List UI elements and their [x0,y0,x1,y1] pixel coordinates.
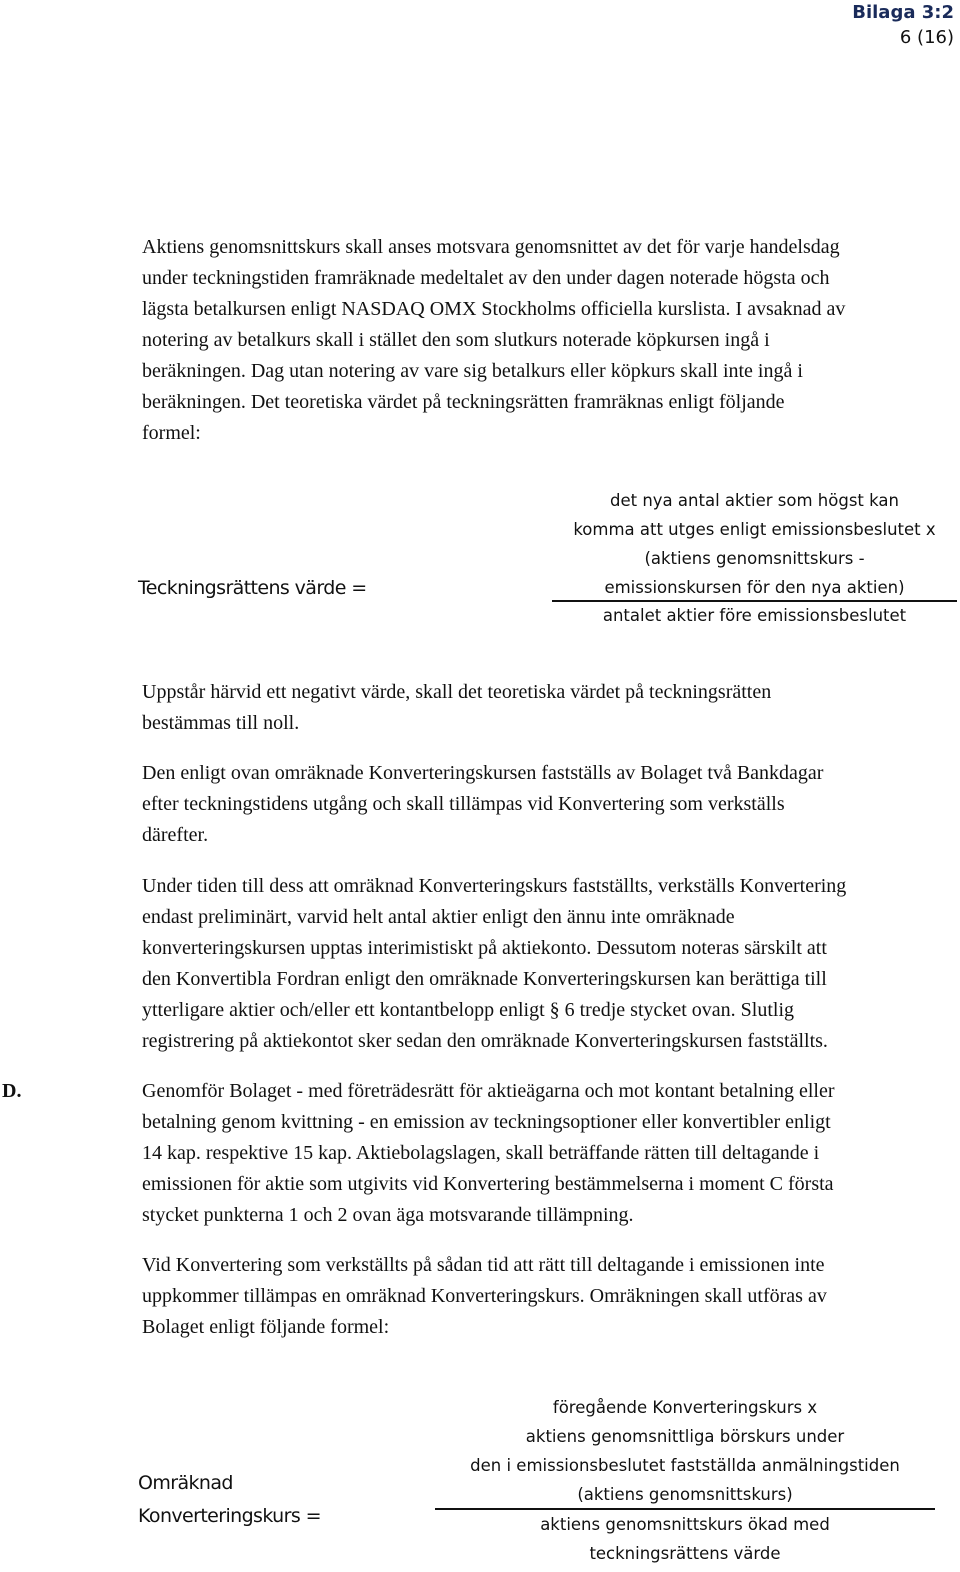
text-line: därefter. [142,824,209,846]
text-line: registrering på aktiekontot sker sedan den omräknade Konverteringskursen fastställts. [142,1030,828,1052]
text-line: den Konvertibla Fordran enligt den omräknade Konverteringskursen kan berättiga till [142,968,827,990]
text-line: 14 kap. respektive 15 kap. Aktiebolagslagen, skall beträffande rätten till deltagande i [142,1142,820,1164]
formula-recalculated-price-numerator [435,1393,935,1509]
formula-subscription-right-label: Teckningsrättens värde = [138,577,367,599]
text-line: konverteringskursen upptas interimistiskt på aktiekonto. Dessutom noteras särskilt att [142,937,827,959]
numerator-line: (aktiens genomsnittskurs) [577,1485,793,1504]
label-line: Konverteringskurs = [138,1505,321,1527]
formula-subscription-right-numerator [552,486,957,602]
formula-recalculated-price-denominator [435,1510,935,1568]
numerator-line: komma att utges enligt emissionsbeslutet x [573,520,936,539]
numerator-line: aktiens genomsnittliga börskurs under [525,1427,845,1446]
text-line: emissionen för aktie som utgivits vid Konvertering bestämmelserna i moment C första [142,1173,834,1195]
page-number: 6 (16) [899,27,954,48]
page-header [852,0,954,50]
text-line: uppkommer tillämpas en omräknad Konverteringskurs. Omräkningen skall utföras av [142,1285,827,1307]
denominator-line: teckningsrättens värde [589,1544,781,1563]
paragraph-negative-value [142,677,771,739]
text-line: efter teckningstidens utgång och skall tillämpas vid Konvertering som verkställs [142,793,785,815]
section-letter-d: D. [2,1080,22,1102]
denominator-line: antalet aktier före emissionsbeslutet [602,606,907,625]
numerator-line: emissionskursen för den nya aktien) [604,578,905,597]
numerator-line: den i emissionsbeslutet fastställda anmälningstiden [470,1456,900,1475]
text-line: Under tiden till dess att omräknad Konverteringskurs fastställts, verkställs Konvertering [142,875,847,897]
text-line: under teckningstiden framräknade medeltalet av den under dagen noterade högsta och [142,267,830,289]
text-line: lägsta betalkursen enligt NASDAQ OMX Stockholms officiella kurslista. I avsaknad av [142,298,846,320]
numerator-line: föregående Konverteringskurs x [552,1398,818,1417]
text-line: beräkningen. Dag utan notering av vare sig betalkurs eller köpkurs skall inte ingå i [142,360,803,382]
text-line: formel: [142,422,201,444]
appendix-title: Bilaga 3:2 [852,2,954,23]
text-line: endast preliminärt, varvid helt antal aktier enligt den ännu inte omräknade [142,906,735,928]
paragraph-preliminary-conversion [142,871,846,1057]
text-line: Uppstår härvid ett negativt värde, skall det teoretiska värdet på teckningsrätten [142,681,772,703]
paragraph-recalculated-price [142,1250,827,1343]
paragraph-section-d [142,1076,835,1231]
text-line: beräkningen. Det teoretiska värdet på teckningsrätten framräknas enligt följande [142,391,785,413]
text-line: Vid Konvertering som verkställts på sådan tid att rätt till deltagande i emissionen inte [142,1254,825,1276]
text-line: Den enligt ovan omräknade Konverteringskursen fastställs av Bolaget två Bankdagar [142,762,824,784]
text-line: Genomför Bolaget - med företrädesrätt för aktieägarna och mot kontant betalning eller [142,1080,835,1102]
paragraph-average-price [142,232,845,449]
label-line: Omräknad [138,1472,233,1494]
text-line: stycket punkterna 1 och 2 ovan äga motsvarande tillämpning. [142,1204,634,1226]
numerator-line: (aktiens genomsnittskurs - [644,549,865,568]
text-line: bestämmas till noll. [142,712,300,734]
text-line: Aktiens genomsnittskurs skall anses motsvara genomsnittet av det för varje handelsdag [142,236,840,258]
numerator-line: det nya antal aktier som högst kan [610,491,899,510]
paragraph-conversion-price-set [142,758,823,851]
formula-recalculated-price-label [138,1468,321,1531]
text-line: ytterligare aktier och/eller ett kontantbelopp enligt § 6 tredje stycket ovan. Slutlig [142,999,795,1021]
text-line: betalning genom kvittning - en emission av teckningsoptioner eller konvertibler enligt [142,1111,831,1133]
text-line: notering av betalkurs skall i stället den som slutkurs noterade köpkursen ingå i [142,329,770,351]
denominator-line: aktiens genomsnittskurs ökad med [540,1515,830,1534]
formula-subscription-right-denominator [552,601,957,630]
text-line: Bolaget enligt följande formel: [142,1316,390,1338]
